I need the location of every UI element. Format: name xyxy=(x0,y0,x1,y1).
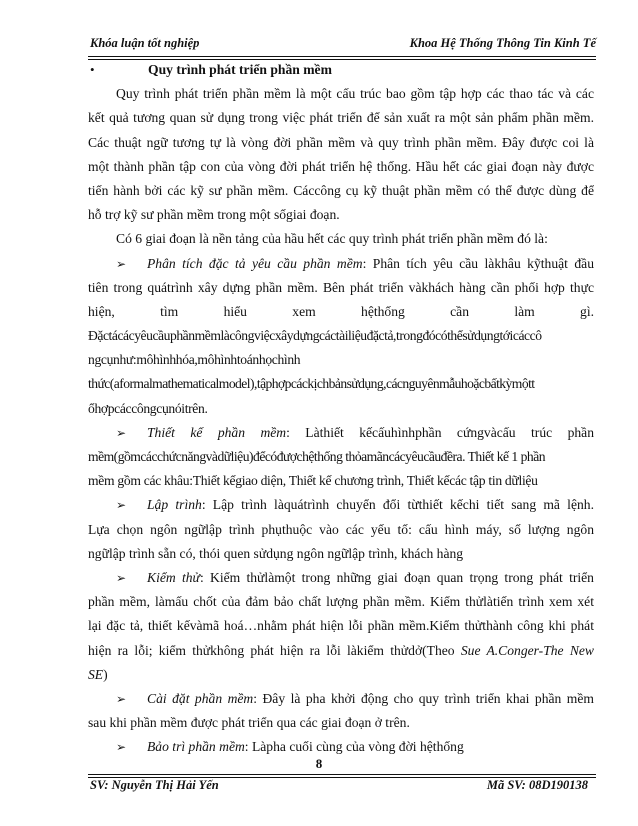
arrow-bullet-icon: ➢ xyxy=(116,425,127,440)
paragraph-line: tiến hành bởi các kỹ sư phần mềm. Cáccông cụ kỹ thuật phần mềm có thể được dùng để xyxy=(88,182,594,198)
word: xem xyxy=(292,303,316,319)
citation-source-end: SE xyxy=(88,666,104,682)
paragraph-line: kết quả tương quan sử dụng trong việc phát triển để sản xuất ra một sản phẩm phần mềm. xyxy=(88,110,594,126)
stage-term: Kiểm thử xyxy=(147,569,200,585)
arrow-bullet-icon: ➢ xyxy=(116,498,127,513)
footer-student-id: Mã SV: 08D190138 xyxy=(486,778,588,792)
arrow-bullet-icon: ➢ xyxy=(116,256,127,271)
stage-term: Bảo trì phần mềm xyxy=(147,739,245,755)
stage-analysis xyxy=(88,252,594,276)
stage-programming xyxy=(88,493,594,517)
paragraph-line: sau khi phần mềm được phát triển qua các giai đoạn ở trên. xyxy=(88,715,410,731)
paragraph-line: mềm gồm các khâu:Thiết kếgiao diện, Thiết kế chương trình, Thiết kếcác tập tin dữliệu xyxy=(88,473,538,489)
paragraph-line: ngcụnhư:môhìnhhóa,môhìnhtoánhọchình xyxy=(88,352,301,368)
paragraph-line-spread xyxy=(88,300,594,324)
citation-lead: hiện ra lỗi; kiểm thửkhông phát hiện ra lỗi làkiểm thửdở(Theo xyxy=(88,642,461,658)
paragraph-line: Đặctácácyêucầuphầnmềmlàcôngviệcxâydựngcáctàiliệuđặctả,trongđócóthểsửdụngtớicáccô xyxy=(88,328,542,344)
paragraph-line xyxy=(88,663,594,687)
stage-text: : Làthiết kếcấuhìnhphần cứngvàcấu trúc phần xyxy=(286,424,594,440)
stage-design xyxy=(88,421,594,445)
header-faculty-label: Khoa Hệ Thống Thông Tin Kinh Tế xyxy=(409,36,596,50)
citation-close: ) xyxy=(103,666,108,682)
page-footer xyxy=(90,778,588,798)
page-number: 8 xyxy=(315,756,323,771)
header-thesis-label: Khóa luận tốt nghiệp xyxy=(90,36,200,50)
word: hiện, xyxy=(88,303,115,319)
footer-student-name: SV: Nguyễn Thị Hải Yến xyxy=(90,778,219,792)
paragraph-line: Các thuật ngữ tương tự là vòng đời phần mềm và quy trình phần mềm. Đây được coi là xyxy=(88,134,594,150)
stage-term: Lập trình xyxy=(147,497,202,513)
paragraph-line: Quy trình phát triển phần mềm là một cấu trúc bao gồm tập hợp các thao tác và các xyxy=(116,86,594,102)
stage-term: Cài đặt phần mềm xyxy=(147,690,254,706)
paragraph-line: ngữlập trình sẵn có, thói quen sửdụng ngôn ngữlập trình, khách hàng xyxy=(88,545,464,561)
stage-text: : Đây là pha khởi động cho quy trình triển khai phần mềm xyxy=(253,690,594,706)
paragraph-line: một thành phần tập con của vòng đời phát triển hệ thống. Hầu hết các giai đoạn này được xyxy=(88,158,594,174)
stage-text: : Phân tích yêu cầu làkhâu kỹthuật đầu xyxy=(362,255,594,271)
paragraph-line: phần mềm, làmấu chốt của đảm bảo chất lượng phần mềm. Kiểm thửlàtiến trình xem xét xyxy=(88,594,594,610)
citation-source: Sue A.Conger-The New xyxy=(460,642,594,658)
arrow-bullet-icon: ➢ xyxy=(116,570,127,585)
paragraph-line xyxy=(88,639,594,663)
document-body xyxy=(88,58,594,759)
stage-testing xyxy=(88,566,594,590)
stages-intro-line: Có 6 giai đoạn là nền tảng của hầu hết các quy trình phát triển phần mềm đó là: xyxy=(116,231,548,247)
paragraph-line: tiên trong quátrình xây dựng phần mềm. Bên phát triển vàkhách hàng cần phối hợp thực xyxy=(88,279,594,295)
arrow-bullet-icon: ➢ xyxy=(116,691,127,706)
paragraph-line: ổhợpcáccôngcụnóitrên. xyxy=(88,400,208,416)
section-title: Quy trình phát triển phần mềm xyxy=(148,62,332,77)
stage-text: : Lập trình làquátrình chuyển đổi từthiết kếchi tiết sang mã lệnh. xyxy=(201,497,594,513)
paragraph-line: mềm(gồmcácchứcnăngvàdữliệu)đểcóđượchệthống thỏamãncácyêucầuđềra. Thiết kế 1 phần xyxy=(88,449,546,464)
stage-text: : Kiểm thửlàmột trong những giai đoạn quan trọng trong phát triển xyxy=(199,569,594,585)
stage-deployment xyxy=(88,687,594,711)
stage-term: Thiết kế phần mềm xyxy=(147,424,287,440)
section-heading xyxy=(88,58,594,82)
word: hiểu xyxy=(223,303,247,319)
word: làm xyxy=(514,303,535,319)
word: tìm xyxy=(160,303,179,319)
paragraph-line: Lựa chọn ngôn ngữlập trình phụthuộc vào các yếu tố: cấu hình máy, số lượng ngôn xyxy=(88,521,594,537)
bullet-icon: • xyxy=(90,62,95,77)
stage-text: : Làpha cuối cùng của vòng đời hệthống xyxy=(244,739,464,755)
stage-term: Phân tích đặc tả yêu cầu phần mềm xyxy=(147,255,363,271)
paragraph-line: thức(aformalmathematicalmodel),tậphợpcáckịchbảnsửdụng,cácnguyênmẫuhoặcbấtkỳmộtt xyxy=(88,376,535,392)
arrow-bullet-icon: ➢ xyxy=(116,740,127,755)
word: gì. xyxy=(580,303,594,319)
paragraph-line: lại đặc tả, thiết kếvàmã hoá…nhằm phát hiện lỗi phần mềm.Kiểm thửthành công khi phát xyxy=(88,618,594,634)
word: cần xyxy=(450,303,469,319)
paragraph-line: hỗ trợ kỹ sư phần mềm trong một sốgiai đoạn. xyxy=(88,207,340,223)
word: hệthống xyxy=(361,303,405,319)
page-header xyxy=(90,36,596,58)
